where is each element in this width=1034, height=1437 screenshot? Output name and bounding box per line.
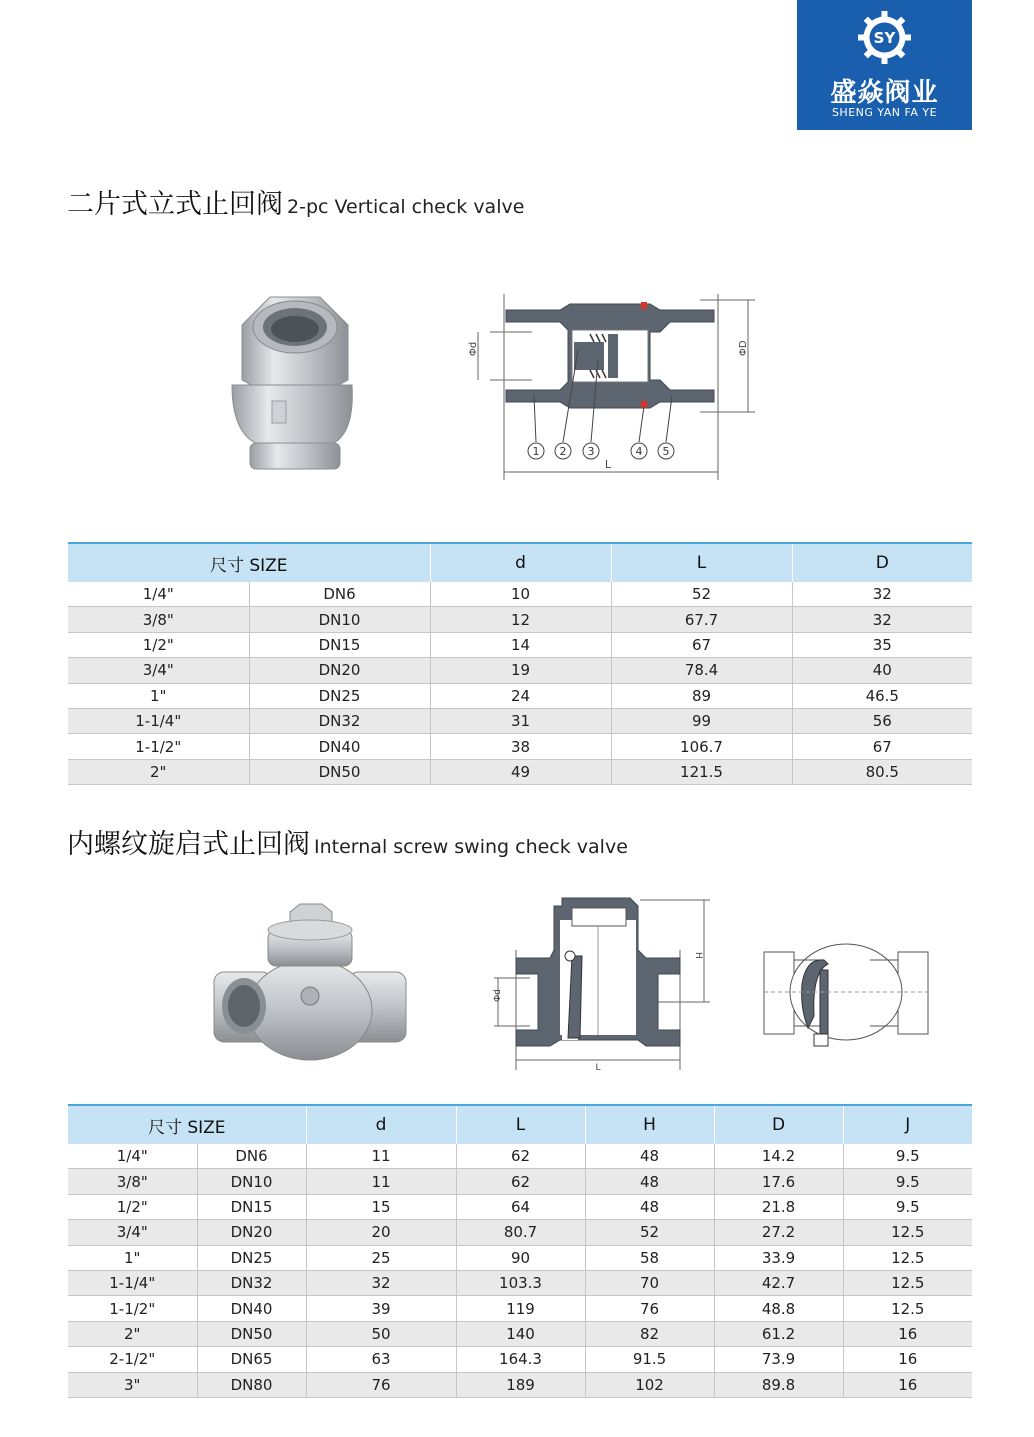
- section2-title: [67, 822, 628, 861]
- table-cell: DN50: [197, 1321, 306, 1346]
- table-cell: 2": [68, 1321, 197, 1346]
- table-row: [68, 582, 972, 607]
- table-cell: 48: [585, 1169, 714, 1194]
- table-cell: 140: [456, 1321, 585, 1346]
- part-3-label: 3: [587, 445, 595, 458]
- table-cell: 32: [792, 582, 972, 607]
- table-row: [68, 1169, 972, 1194]
- table-row: [68, 683, 972, 708]
- table-cell: 62: [456, 1144, 585, 1169]
- table-cell: 49: [430, 759, 611, 784]
- table-cell: 80.7: [456, 1220, 585, 1245]
- table-cell: DN25: [197, 1245, 306, 1270]
- section2-title-cn: 内螺纹旋启式止回阀: [67, 829, 310, 860]
- table-cell: 11: [306, 1169, 456, 1194]
- logo-chinese-name: 盛焱阀业: [830, 78, 939, 108]
- table-row: [68, 1194, 972, 1219]
- table-row: [68, 658, 972, 683]
- brand-logo: [797, 0, 972, 130]
- table-cell: 1/4": [68, 1144, 197, 1169]
- table-cell: 1/4": [68, 582, 249, 607]
- table-cell: 103.3: [456, 1270, 585, 1295]
- table-cell: 61.2: [714, 1321, 843, 1346]
- table-cell: 3": [68, 1372, 197, 1397]
- table-row: [68, 1270, 972, 1295]
- swing-check-valve-top-view-drawing: [762, 938, 932, 1058]
- dim-D-label: ΦD: [738, 340, 749, 356]
- logo-initials: SY: [873, 29, 896, 47]
- table-cell: 58: [585, 1245, 714, 1270]
- table-cell: 1-1/4": [68, 708, 249, 733]
- header-d-2: d: [306, 1105, 456, 1144]
- table-row: [68, 1347, 972, 1372]
- header-L-2: L: [456, 1105, 585, 1144]
- table-cell: 48.8: [714, 1296, 843, 1321]
- vertical-check-valve-photo: [220, 285, 360, 485]
- table-cell: 56: [792, 708, 972, 733]
- table-cell: 38: [430, 734, 611, 759]
- table-cell: 1": [68, 683, 249, 708]
- table-cell: 3/8": [68, 607, 249, 632]
- table-cell: 121.5: [611, 759, 792, 784]
- table-cell: 76: [585, 1296, 714, 1321]
- table-cell: 48: [585, 1194, 714, 1219]
- table-cell: 73.9: [714, 1347, 843, 1372]
- header-L: L: [611, 543, 792, 582]
- table-cell: 35: [792, 632, 972, 657]
- dim-L-label: L: [604, 458, 612, 471]
- table-cell: 3/8": [68, 1169, 197, 1194]
- table-cell: 63: [306, 1347, 456, 1372]
- table-cell: 10: [430, 582, 611, 607]
- table-row: [68, 1220, 972, 1245]
- table-cell: 39: [306, 1296, 456, 1321]
- swing-check-valve-section-drawing: [490, 890, 710, 1080]
- table-cell: 25: [306, 1245, 456, 1270]
- table-cell: 21.8: [714, 1194, 843, 1219]
- table-cell: DN80: [197, 1372, 306, 1397]
- table-cell: 14.2: [714, 1144, 843, 1169]
- table-cell: 33.9: [714, 1245, 843, 1270]
- table-cell: 40: [792, 658, 972, 683]
- table-cell: 2": [68, 759, 249, 784]
- table-cell: 64: [456, 1194, 585, 1219]
- table-cell: 32: [306, 1270, 456, 1295]
- table-cell: 12.5: [843, 1296, 972, 1321]
- table-row: [68, 1245, 972, 1270]
- table-cell: 9.5: [843, 1144, 972, 1169]
- table-cell: 1/2": [68, 1194, 197, 1219]
- spec-table-vertical-check: [68, 542, 972, 785]
- table-cell: 46.5: [792, 683, 972, 708]
- table-cell: 19: [430, 658, 611, 683]
- table-cell: 67: [611, 632, 792, 657]
- header-size-2: 尺寸 SIZE: [68, 1105, 306, 1144]
- part-5-label: 5: [662, 445, 670, 458]
- table-cell: 12: [430, 607, 611, 632]
- table-cell: 1-1/4": [68, 1270, 197, 1295]
- table-cell: 67: [792, 734, 972, 759]
- table-cell: 3/4": [68, 1220, 197, 1245]
- table-cell: 9.5: [843, 1194, 972, 1219]
- table-row: [68, 1372, 972, 1397]
- table-cell: 189: [456, 1372, 585, 1397]
- table-cell: DN10: [249, 607, 430, 632]
- table-cell: DN6: [197, 1144, 306, 1169]
- table-cell: 89: [611, 683, 792, 708]
- table-cell: 80.5: [792, 759, 972, 784]
- section1-title: [67, 182, 524, 221]
- table-row: [68, 632, 972, 657]
- table-cell: DN15: [249, 632, 430, 657]
- header-J: J: [843, 1105, 972, 1144]
- dim-H-label: H: [693, 952, 703, 959]
- table-cell: 24: [430, 683, 611, 708]
- table-row: [68, 759, 972, 784]
- table-cell: 91.5: [585, 1347, 714, 1372]
- part-2-label: 2: [559, 445, 567, 458]
- table-cell: DN32: [197, 1270, 306, 1295]
- table-cell: 27.2: [714, 1220, 843, 1245]
- table-cell: 164.3: [456, 1347, 585, 1372]
- table-row: [68, 607, 972, 632]
- table-cell: 102: [585, 1372, 714, 1397]
- header-d: d: [430, 543, 611, 582]
- table-cell: DN10: [197, 1169, 306, 1194]
- table-row: [68, 1144, 972, 1169]
- table-cell: 1/2": [68, 632, 249, 657]
- table-cell: DN6: [249, 582, 430, 607]
- table-cell: 11: [306, 1144, 456, 1169]
- table-row: [68, 734, 972, 759]
- table-cell: 52: [585, 1220, 714, 1245]
- table-cell: 106.7: [611, 734, 792, 759]
- table-cell: DN20: [249, 658, 430, 683]
- dim-d-label-2: Φd: [493, 989, 503, 1002]
- table-cell: 1": [68, 1245, 197, 1270]
- table-cell: 52: [611, 582, 792, 607]
- table-cell: DN40: [197, 1296, 306, 1321]
- table-cell: DN40: [249, 734, 430, 759]
- table-cell: 31: [430, 708, 611, 733]
- header-D: D: [792, 543, 972, 582]
- table-cell: DN25: [249, 683, 430, 708]
- table-cell: DN20: [197, 1220, 306, 1245]
- table-cell: 78.4: [611, 658, 792, 683]
- table-cell: 1-1/2": [68, 1296, 197, 1321]
- table-row: [68, 708, 972, 733]
- dim-L-label-2: L: [595, 1063, 601, 1073]
- header-H: H: [585, 1105, 714, 1144]
- header-size: 尺寸 SIZE: [68, 543, 430, 582]
- table-cell: 119: [456, 1296, 585, 1321]
- table-cell: 2-1/2": [68, 1347, 197, 1372]
- spec-table-swing-check: [68, 1104, 972, 1398]
- table-cell: 42.7: [714, 1270, 843, 1295]
- table-row: [68, 1321, 972, 1346]
- table-cell: 3/4": [68, 658, 249, 683]
- table-cell: DN50: [249, 759, 430, 784]
- table-cell: 32: [792, 607, 972, 632]
- table-cell: 70: [585, 1270, 714, 1295]
- table-cell: 16: [843, 1372, 972, 1397]
- section1-title-en: 2-pc Vertical check valve: [287, 196, 525, 218]
- table-cell: 16: [843, 1347, 972, 1372]
- logo-english-name: SHENG YAN FA YE: [831, 106, 938, 119]
- table-cell: 90: [456, 1245, 585, 1270]
- table-cell: 48: [585, 1144, 714, 1169]
- section1-title-cn: 二片式立式止回阀: [67, 189, 283, 220]
- part-4-label: 4: [635, 445, 643, 458]
- section2-title-en: Internal screw swing check valve: [314, 836, 628, 858]
- table-cell: 82: [585, 1321, 714, 1346]
- table-cell: 17.6: [714, 1169, 843, 1194]
- table-cell: 12.5: [843, 1220, 972, 1245]
- table-cell: 67.7: [611, 607, 792, 632]
- table-cell: DN15: [197, 1194, 306, 1219]
- table-cell: DN65: [197, 1347, 306, 1372]
- table-cell: 99: [611, 708, 792, 733]
- part-1-label: 1: [532, 445, 540, 458]
- table-cell: DN32: [249, 708, 430, 733]
- table-cell: 16: [843, 1321, 972, 1346]
- table-cell: 20: [306, 1220, 456, 1245]
- table-cell: 15: [306, 1194, 456, 1219]
- table-cell: 14: [430, 632, 611, 657]
- table-row: [68, 1296, 972, 1321]
- table-cell: 76: [306, 1372, 456, 1397]
- vertical-check-valve-drawing: [460, 290, 760, 480]
- header-D-2: D: [714, 1105, 843, 1144]
- table-cell: 1-1/2": [68, 734, 249, 759]
- table-cell: 12.5: [843, 1245, 972, 1270]
- dim-d-label: Φd: [468, 341, 479, 356]
- table-cell: 12.5: [843, 1270, 972, 1295]
- table-cell: 62: [456, 1169, 585, 1194]
- table-cell: 9.5: [843, 1169, 972, 1194]
- table-cell: 89.8: [714, 1372, 843, 1397]
- gear-emblem-icon: [857, 10, 912, 65]
- swing-check-valve-photo: [210, 900, 410, 1070]
- table-cell: 50: [306, 1321, 456, 1346]
